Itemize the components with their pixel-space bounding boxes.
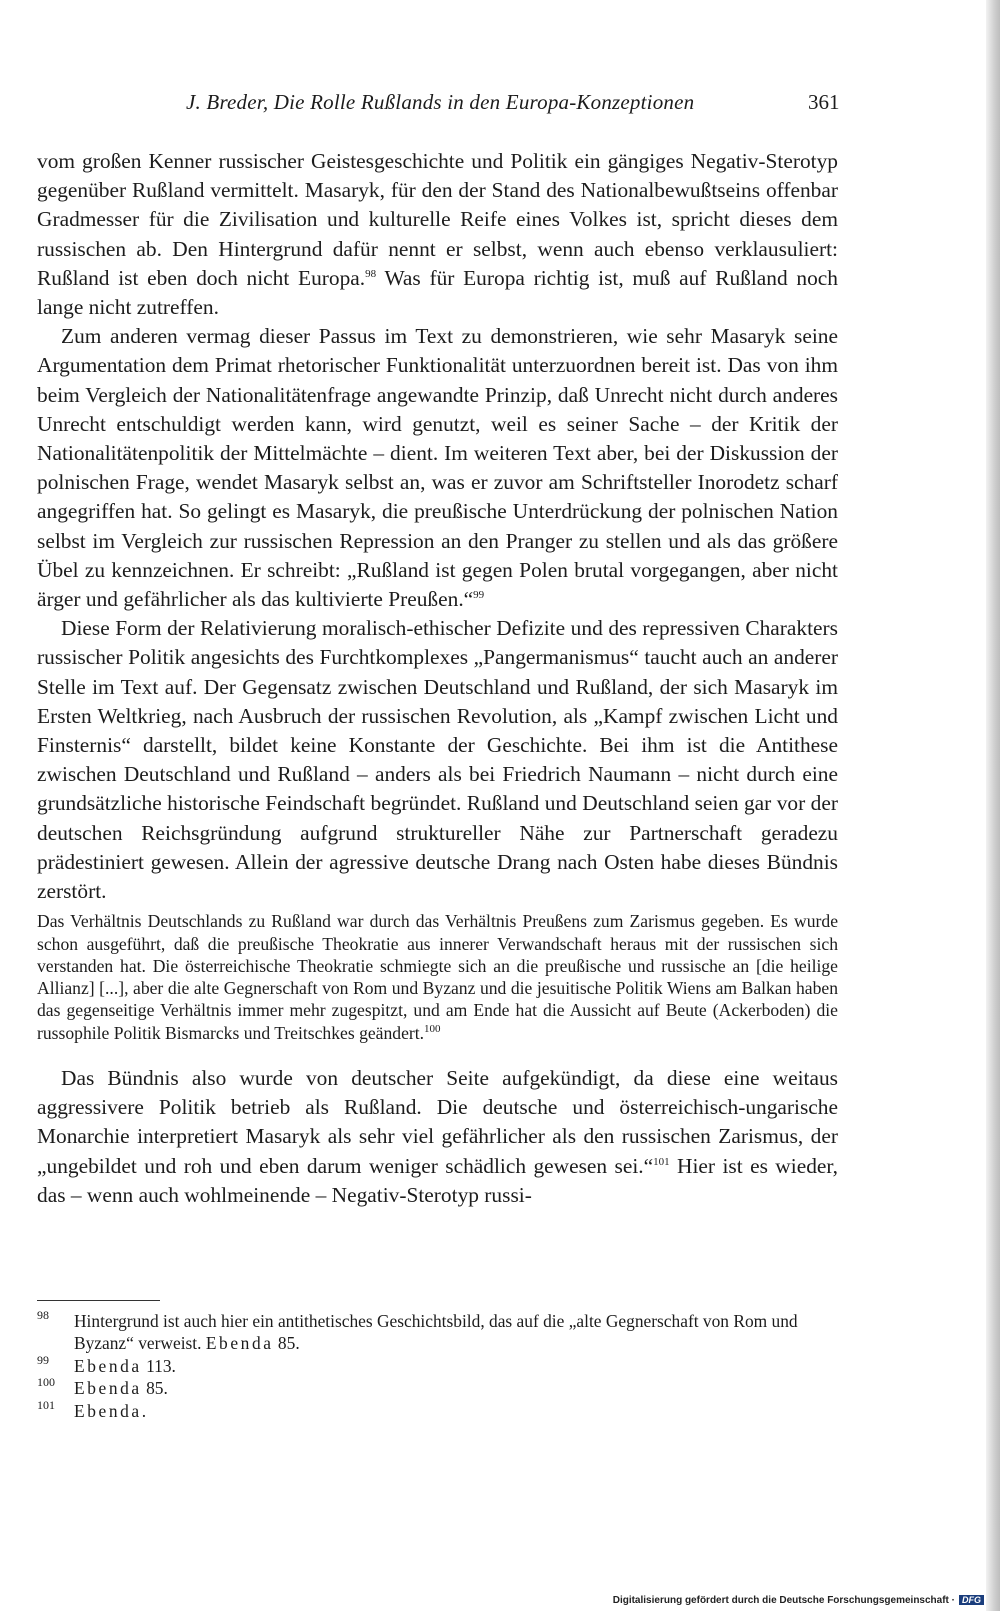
footnote-source: Ebenda: [74, 1355, 142, 1376]
footnote: [37, 1397, 838, 1422]
block-quote: [37, 910, 838, 1044]
footnote: [37, 1352, 838, 1377]
paragraph-text: Hier ist es wieder, das – wenn auch wohlmeinende – Negativ-Sterotyp russi-: [37, 1153, 838, 1207]
footnote-page: 85.: [141, 1378, 168, 1399]
paragraph: [37, 147, 838, 322]
footnote-ref[interactable]: 101: [653, 1155, 670, 1168]
dfg-logo: DFG: [959, 1595, 984, 1605]
footnote-number: 100: [37, 1375, 55, 1390]
scan-page-edge: [986, 0, 1000, 1611]
footnote-ref[interactable]: 98: [365, 267, 377, 280]
digitization-text: Digitalisierung gefördert durch die Deutsche Forschungsgemeinschaft ·: [612, 1595, 955, 1606]
footnote-divider: [37, 1300, 160, 1301]
footnote: [37, 1377, 838, 1399]
footnote-number: 101: [37, 1397, 55, 1412]
paragraph-text: Was für Europa richtig ist, muß auf Rußland noch lange nicht zutreffen.: [37, 265, 838, 320]
running-head-title: J. Breder, Die Rolle Rußlands in den Europa-Konzeptionen: [186, 90, 695, 114]
paragraph-text: Zum anderen vermag dieser Passus im Text zu demonstrieren, wie sehr Masaryk seine Argumentation dem Primat rhetorischer Funktionalität unterzuordnen bereit ist. Das von ihm beim Vergleich der Nationalitätenfrage angewandte Prinzip, daß Unrecht nicht durch anderes Unrecht entschuldigt werden kann, wird genutzt, weil es seiner Sache – der Kritik der Nationalitätenpolitik der Mittelmächte – dient. Im weiteren Text aber, bei der Diskussion der polnischen Frage, wendet Masaryk selbst an, was er zuvor am Schriftsteller Inorodetz scharf angegriffen hat. So gelingt es Masaryk, die preußische Unterdrückung der polnischen Nation selbst im Vergleich zur russischen Repression an den Pranger zu stellen und als das größere Übel zu kennzeichnen. Er schreibt: „Rußland ist gegen Polen brutal vorgegangen, aber nicht ärger und gefährlicher als das kultivierte Preußen.“: [37, 324, 838, 612]
footnote-ref[interactable]: 100: [424, 1022, 441, 1035]
footnote-text: Hintergrund ist auch hier ein antithetisches Geschichtsbild, das auf die „alte Gegnerschaft von Rom und Byzanz“ verweist.: [74, 1311, 798, 1354]
paragraph: [37, 614, 838, 906]
footnote-source: Ebenda: [205, 1333, 274, 1354]
paragraph-text: Diese Form der Relativierung moralisch-ethischer Defizite und des repressiven Charakters russischer Politik angesichts des Furchtkomplexes „Pangermanismus“ taucht auch an anderer Stelle im Text auf. Der Gegensatz zwischen Deutschland und Rußland, der sich Masaryk im Ersten Weltkrieg, nach Ausbruch der russischen Revolution, als „Kampf zwischen Licht und Finsternis“ darstellt, bildet keine Konstante der Geschichte. Bei ihm ist die Antithese zwischen Deutschland und Rußland – anders als bei Friedrich Naumann – nicht durch eine grundsätzliche historische Feindschaft begründet. Rußland und Deutschland seien gar vor der deutschen Reichsgründung aufgrund struktureller Nähe zur Partnerschaft geradezu prädestiniert gewesen. Allein der agressive deutsche Drang nach Osten habe dieses Bündnis zerstört.: [37, 616, 838, 904]
footnote: [37, 1310, 838, 1355]
footnote-source: Ebenda: [74, 1400, 142, 1421]
page-number: 361: [808, 90, 840, 114]
paragraph-text: Das Bündnis also wurde von deutscher Seite aufgekündigt, da diese eine weitaus aggressivere Politik betrieb als Rußland. Die deutsche und österreichisch-ungarische Monarchie interpretiert Masaryk als sehr viel gefährlicher als den russischen Zarismus, der „ungebildet und roh und eben darum weniger schädlich gewesen sei.“: [37, 1066, 838, 1178]
footnote-page: .: [141, 1400, 147, 1421]
paragraph: [37, 322, 838, 614]
footnote-number: 98: [37, 1308, 49, 1322]
paragraph: [37, 1064, 838, 1210]
footnote-source: Ebenda: [74, 1378, 142, 1399]
running-head: [0, 90, 1000, 120]
footnote-number: 99: [37, 1352, 49, 1367]
footnote-ref[interactable]: 99: [473, 588, 485, 601]
main-text: [37, 147, 838, 1210]
footnote-page: 85.: [273, 1333, 300, 1354]
paragraph-text: vom großen Kenner russischer Geistesgeschichte und Politik ein gängiges Negativ-Sterotyp gegenüber Rußland vermittelt. Masaryk, für den der Stand des Nationalbewußtseins offenbar Gradmesser für die Zivilisation und kulturelle Reife eines Volkes ist, spricht dieses dem russischen ab. Den Hintergrund dafür nennt er selbst, wenn auch ebenso verklausuliert: Rußland ist eben doch nicht Europa.: [37, 149, 838, 290]
quote-text: Das Verhältnis Deutschlands zu Rußland war durch das Verhältnis Preußens zum Zarismus gegeben. Es wurde schon ausgeführt, daß die preußische Theokratie aus innerer Verwandschaft heraus mit der russischen sich verstanden hat. Die österreichische Theokratie schmiegte sich an die preußische und russische an [die heilige Allianz] [...], aber die alte Gegnerschaft von Rom und Byzanz und die jesuitische Politik Wiens am Balkan haben das gegenseitige Verhältnis immer mehr zugespitzt, und am Ende hat die Aussicht auf Beute (Ackerboden) die russophile Politik Bismarcks und Treitschkes geändert.: [37, 911, 838, 1043]
footnotes: [37, 1310, 838, 1422]
digitization-note: [613, 1595, 984, 1606]
footnote-page: 113.: [141, 1355, 176, 1376]
